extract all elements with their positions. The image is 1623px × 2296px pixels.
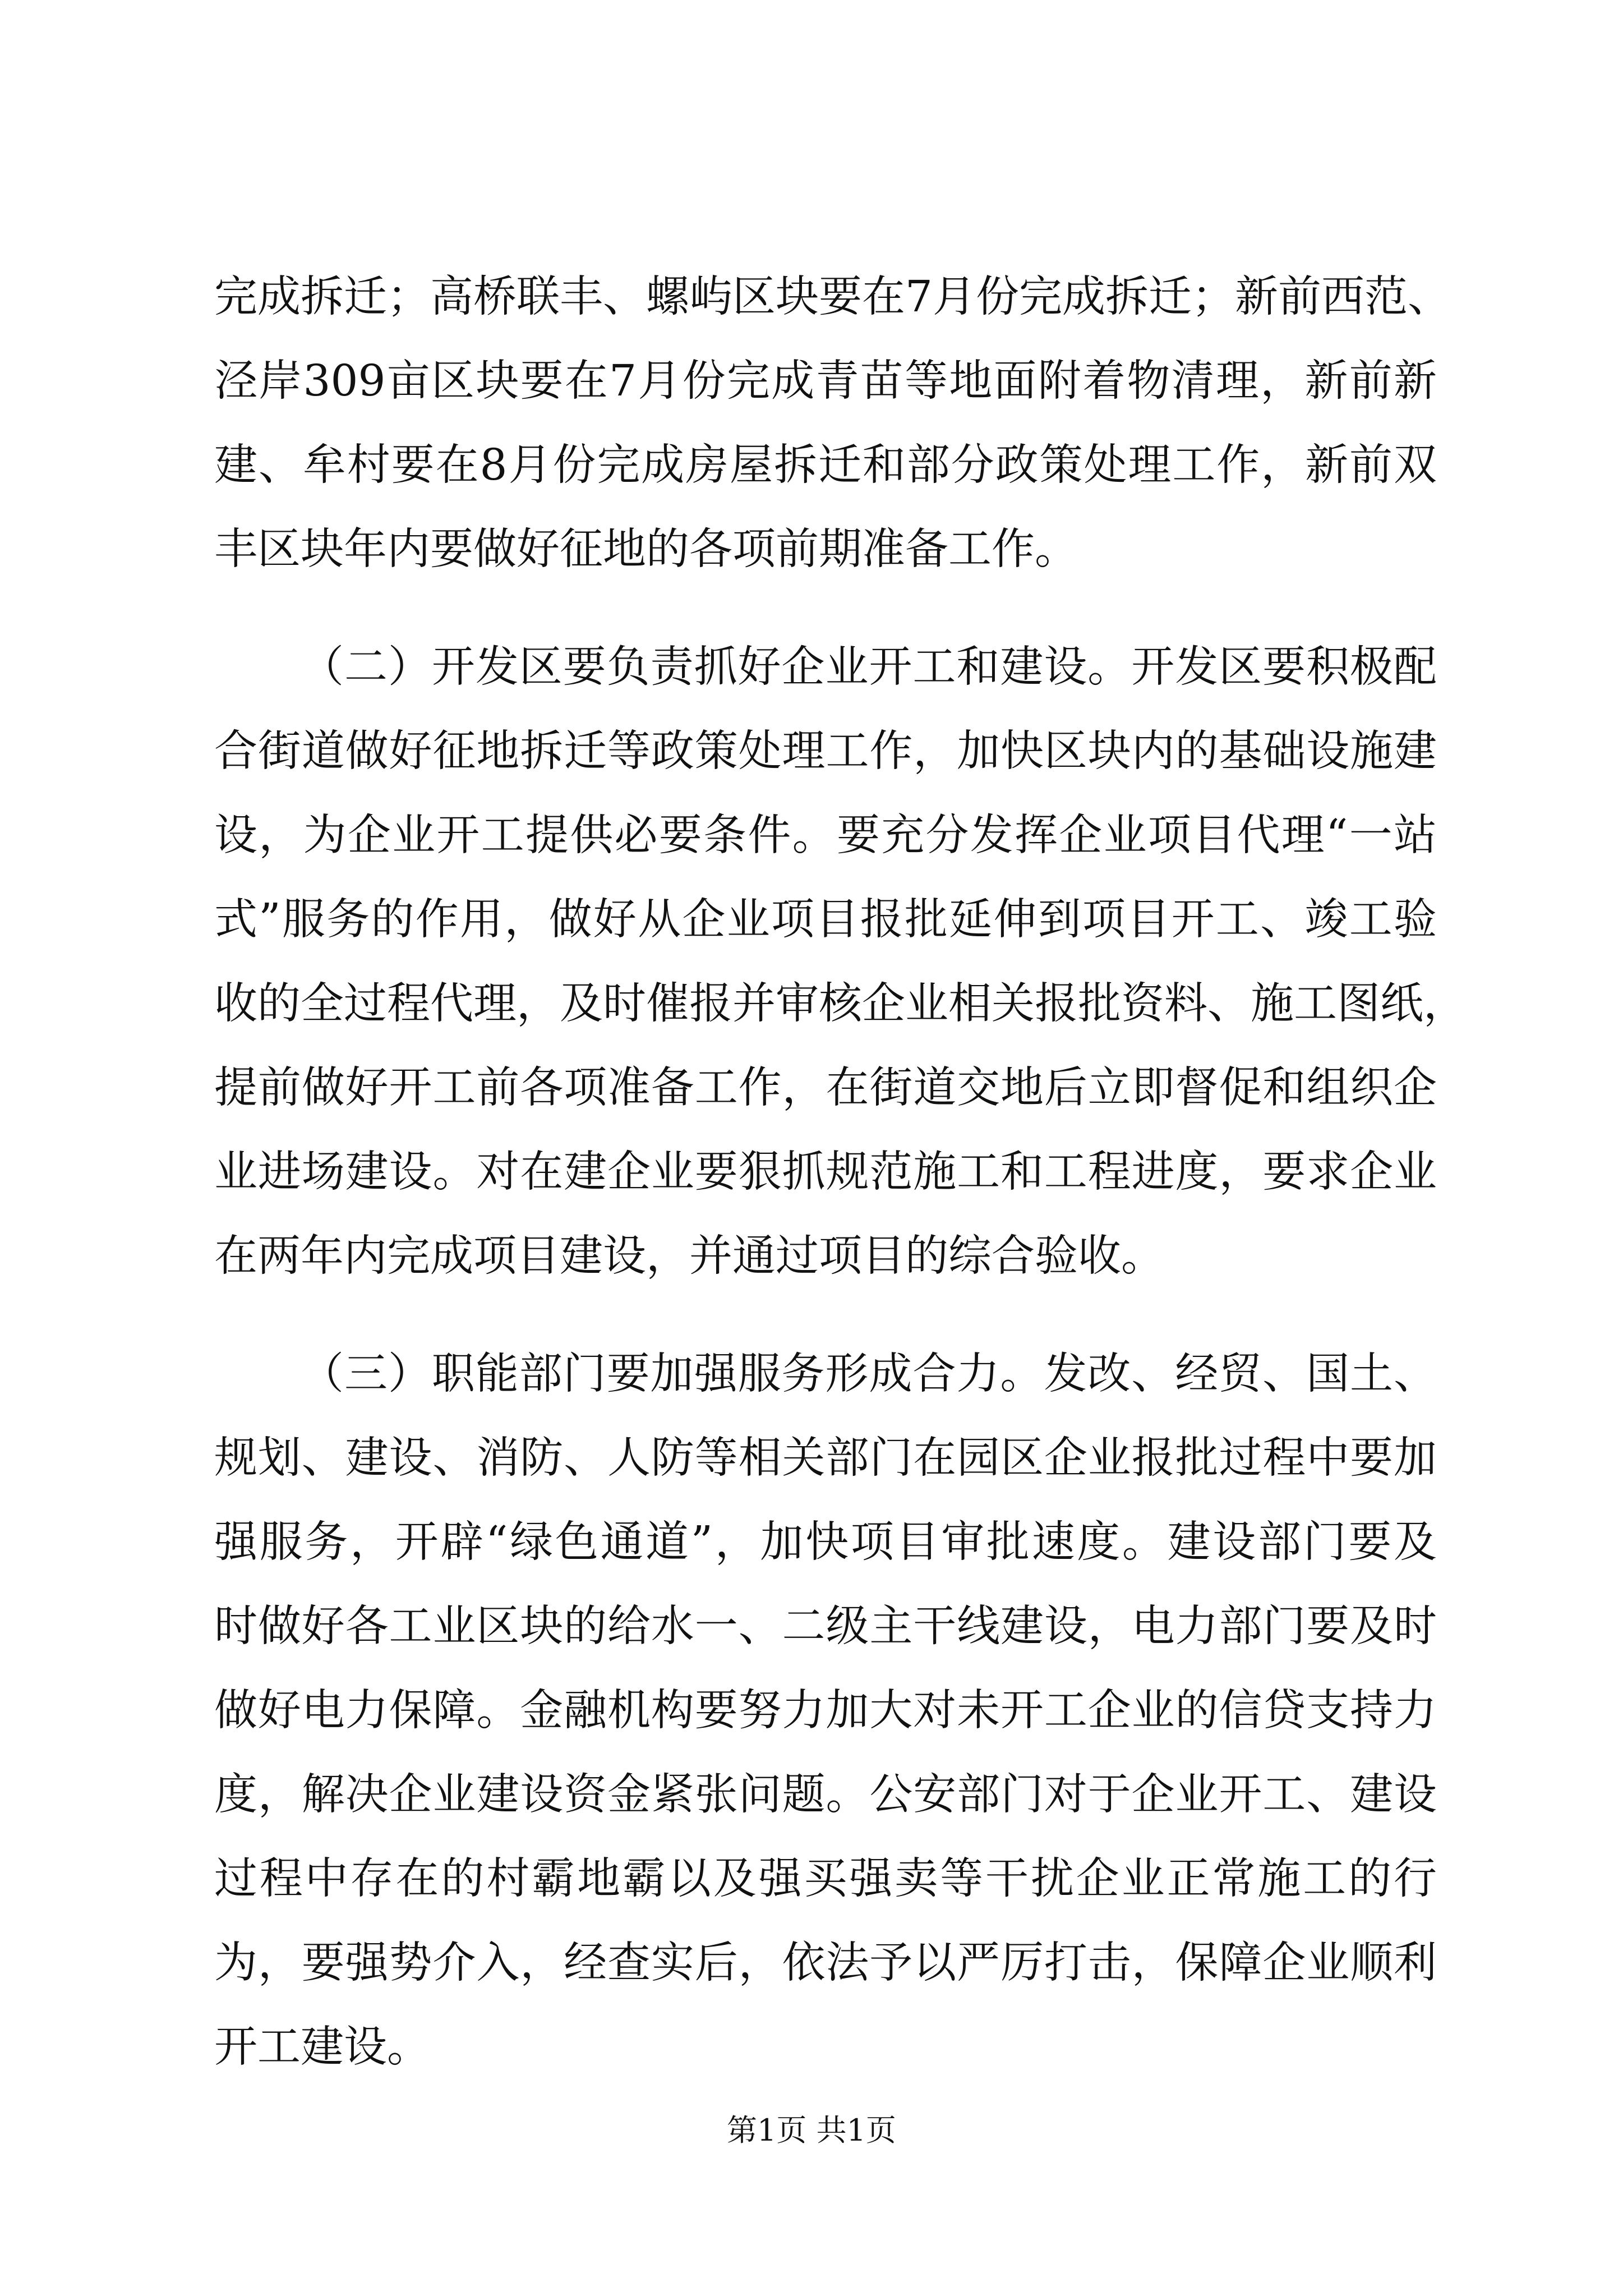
text-line: 完成拆迁；高桥联丰、螺屿区块要在7月份完成拆迁；新前西范、 <box>214 272 1451 322</box>
text-line: 规划、建设、消防、人防等相关部门在园区企业报批过程中要加 <box>214 1433 1437 1483</box>
text-line: 过程中存在的村霸地霸以及强买强卖等干扰企业正常施工的行 <box>214 1854 1437 1904</box>
text-line: 时做好各工业区块的给水一、二级主干线建设，电力部门要及时 <box>214 1602 1437 1651</box>
text-line: 收的全过程代理，及时催报并审核企业相关报批资料、施工图纸， <box>214 979 1467 1029</box>
text-line: 泾岸309亩区块要在7月份完成青苗等地面附着物清理，新前新 <box>214 356 1437 406</box>
text-line: 丰区块年内要做好征地的各项前期准备工作。 <box>214 524 1078 574</box>
text-line: 提前做好开工前各项准备工作，在街道交地后立即督促和组织企 <box>214 1063 1437 1113</box>
text-line: 合街道做好征地拆迁等政策处理工作，加快区块内的基础设施建 <box>214 726 1437 776</box>
text-line: 在两年内完成项目建设，并通过项目的综合验收。 <box>214 1231 1164 1281</box>
text-line: 做好电力保障。金融机构要努力加大对未开工企业的信贷支持力 <box>214 1686 1437 1736</box>
text-line: 度，解决企业建设资金紧张问题。公安部门对于企业开工、建设 <box>214 1770 1437 1820</box>
paragraph-heading-line: （二）开发区要负责抓好企业开工和建设。开发区要积极配 <box>301 642 1437 692</box>
text-line: 业进场建设。对在建企业要狠抓规范施工和工程进度，要求企业 <box>214 1147 1437 1197</box>
text-line: 建、牟村要在8月份完成房屋拆迁和部分政策处理工作，新前双 <box>214 440 1437 490</box>
text-line: 式”服务的作用，做好从企业项目报批延伸到项目开工、竣工验 <box>214 895 1437 945</box>
text-line: 设，为企业开工提供必要条件。要充分发挥企业项目代理“一站 <box>214 811 1437 861</box>
paragraph-heading-line: （三）职能部门要加强服务形成合力。发改、经贸、国土、 <box>301 1349 1437 1399</box>
text-line: 强服务，开辟“绿色通道”，加快项目审批速度。建设部门要及 <box>214 1517 1437 1567</box>
page-number-footer: 第1页 共1页 <box>727 2113 896 2148</box>
text-line: 为，要强势介入，经查实后，依法予以严厉打击，保障企业顺利 <box>214 1938 1437 1988</box>
text-line: 开工建设。 <box>214 2022 430 2072</box>
